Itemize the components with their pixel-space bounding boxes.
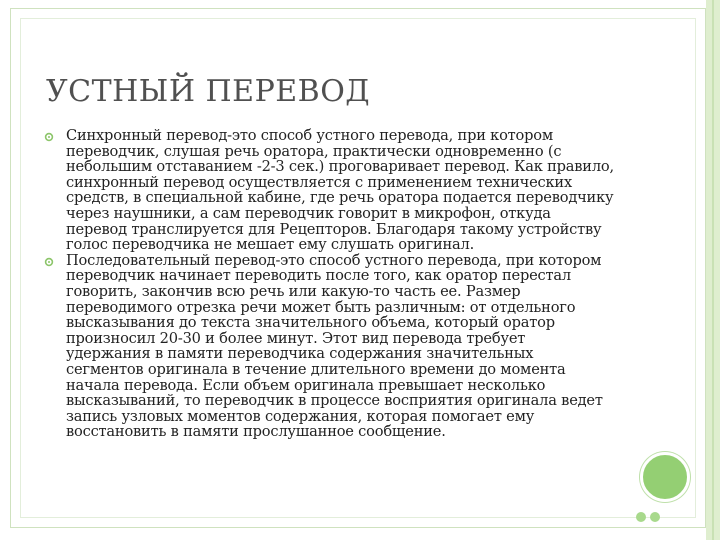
sun-ring-icon	[44, 132, 54, 142]
bullet-item-synchronous	[44, 128, 614, 253]
slide-title: УСТНЫЙ ПЕРЕВОД	[46, 74, 371, 109]
bullet-text: Последовательный перевод-это способ устного перевода, при котором переводчик начинает переводить после того, как оратор перестал говорить, закончив всю речь или какую-то часть ее. Размер переводимого отрезка речи может быть различным: от отдельного высказывания до текста значительного объема, который оратор произносил 20-30 и более минут. Этот вид перевода требует удержания в памяти переводчика содержания значительных сегментов оригинала в течение длительного времени до момента начала перевода. Если объем оригинала превышает несколько высказываний, то переводчик в процессе восприятия оригинала ведет запись узловых моментов содержания, которая помогает ему восстановить в памяти прослушанное сообщение.	[66, 251, 603, 441]
bullet-list	[44, 128, 614, 440]
decorative-green-circle	[640, 452, 690, 502]
decorative-side-line	[712, 0, 714, 540]
sun-ring-icon	[44, 257, 54, 267]
bullet-text: Синхронный перевод-это способ устного перевода, при котором переводчик, слушая речь оратора, практически одновременно (с небольшим отставанием -2-3 сек.) проговаривает перевод. Как правило, синхронный перевод осуществляется с применением технических средств, в специальной кабине, где речь оратора подается переводчику через наушники, а сам переводчик говорит в микрофон, откуда перевод транслируется для Рецепторов. Благодаря такому устройству голос переводчика не мешает ему слушать оригинал.	[66, 127, 614, 254]
decorative-small-circle	[636, 512, 646, 522]
bullet-item-consecutive	[44, 253, 614, 440]
decorative-small-circle	[650, 512, 660, 522]
